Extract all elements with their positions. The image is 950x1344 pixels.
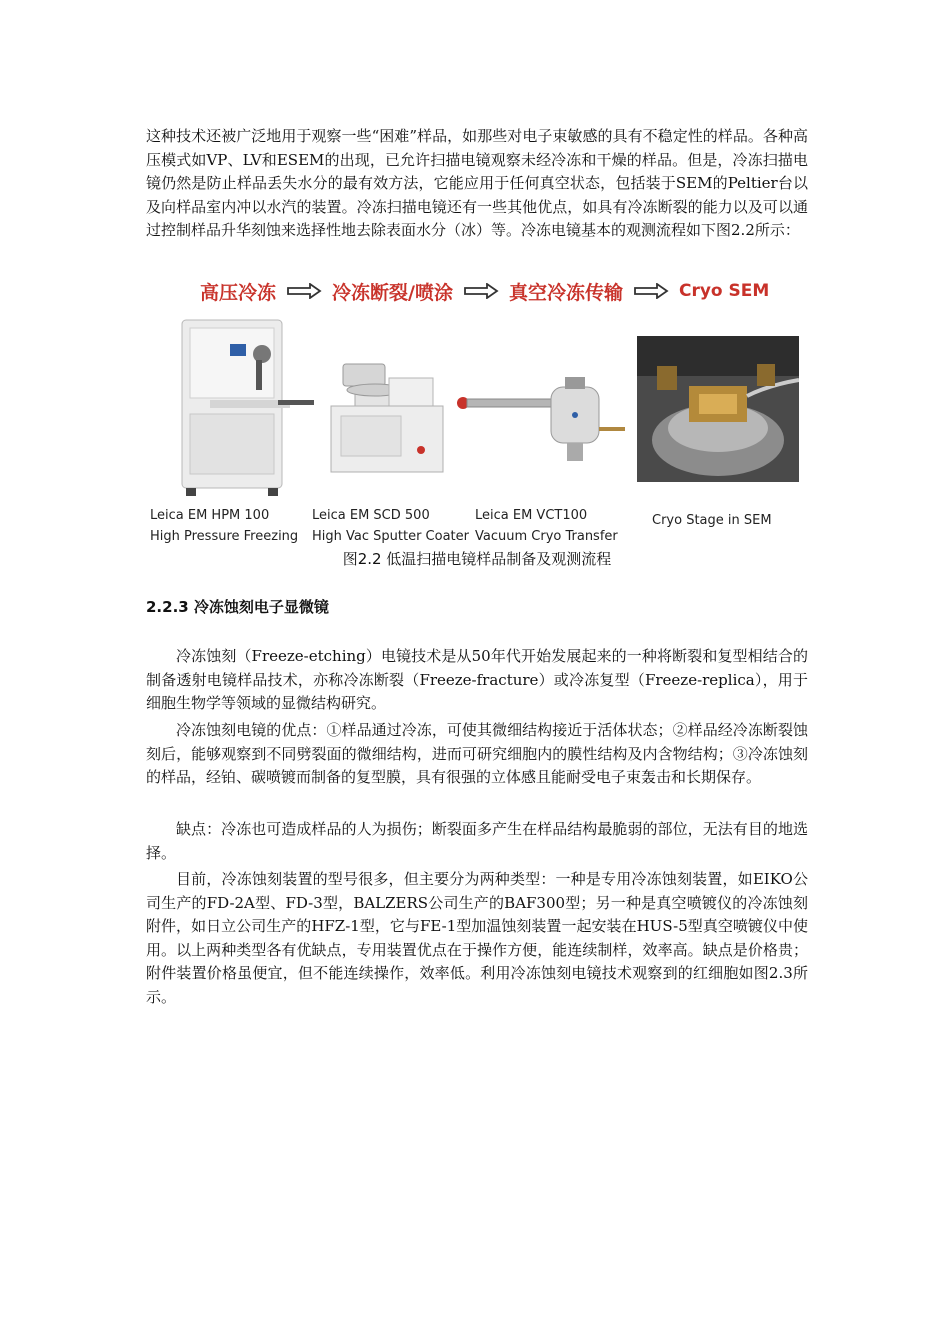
- arrow-right-icon: [286, 283, 322, 299]
- flow-step-3: 真空冷冻传输: [508, 281, 623, 304]
- instrument-model: Leica EM HPM 100: [150, 508, 270, 523]
- instrument-model: Leica EM VCT100: [475, 508, 588, 523]
- intro-paragraph: 这种技术还被广泛地用于观察一些“困难”样品，如那些对电子束敏感的具有不稳定性的样品。各种高压模式如VP、LV和ESEM的出现，已允许扫描电镜观察未经冷冻和干燥的样品。但是，冷冻扫描电镜仍然是防止样品丢失水分的最有效方法，它能应用于任何真空状态，包括装于SEM的Peltier台以及向样品室内冲以水汽的装置。冷冻扫描电镜还有一些其他优点，如具有冷冻断裂的能力以及可以通过控制样品升华刻蚀来选择性地去除表面水分（冰）等。冷冻电镜基本的观测流程如下图2.2所示：: [146, 127, 808, 240]
- figure-caption: 图2.2 低温扫描电镜样品制备及观测流程: [342, 550, 612, 568]
- instrument-function: High Pressure Freezing: [150, 529, 299, 544]
- instrument-model: Cryo Stage in SEM: [652, 513, 772, 528]
- cryo-transfer-image: [455, 375, 630, 470]
- body-paragraph-4: 目前，冷冻蚀刻装置的型号很多，但主要分为两种类型：一种是专用冷冻蚀刻装置，如EIKO公司生产的FD-2A型、FD-3型，BALZERS公司生产的BAF300型；另一种是真空喷镀仪的冷冻蚀刻附件，如日立公司生产的HFZ-1型，它与FE-1型加温蚀刻装置一起安装在HUS-5型真空喷镀仪中使用。以上两种类型各有优缺点，专用装置优点在于操作方便，能连续制样，效率高。缺点是价格贵；附件装置价格虽便宜，但不能连续操作，效率低。利用冷冻蚀刻电镜技术观察到的红细胞如图2.3所示。: [146, 870, 808, 1006]
- arrow-right-icon: [633, 283, 669, 299]
- sputter-coater-image: [325, 360, 450, 480]
- flow-step-1: 高压冷冻: [200, 281, 277, 304]
- body-paragraph-2: 冷冻蚀刻电镜的优点：①样品通过冷冻，可使其微细结构接近于活体状态；②样品经冷冻断裂蚀刻后，能够观察到不同劈裂面的微细结构，进而可研究细胞内的膜性结构及内含物结构；③冷冻蚀刻的样品，经铂、碳喷镀而制备的复型膜，具有很强的立体感且能耐受电子束轰击和长期保存。: [146, 721, 808, 787]
- instrument-caption-1: [150, 505, 298, 547]
- high-pressure-freezer-image: [170, 314, 320, 499]
- instrument-caption-2: [312, 505, 469, 547]
- instrument-function: High Vac Sputter Coater: [312, 529, 469, 544]
- flow-step-4: Cryo SEM: [678, 281, 770, 301]
- instrument-caption-4: [652, 510, 772, 531]
- instrument-function: Vacuum Cryo Transfer: [475, 529, 618, 544]
- instrument-caption-3: [475, 505, 618, 547]
- flow-step-2: 冷冻断裂/喷涂: [332, 281, 453, 304]
- arrow-right-icon: [463, 283, 499, 299]
- instrument-model: Leica EM SCD 500: [312, 508, 430, 523]
- body-paragraph-3: 缺点：冷冻也可造成样品的人为损伤；断裂面多产生在样品结构最脆弱的部位，无法有目的地选择。: [146, 820, 808, 862]
- body-paragraph-1: 冷冻蚀刻（Freeze-etching）电镜技术是从50年代开始发展起来的一种将断裂和复型相结合的制备透射电镜样品技术，亦称冷冻断裂（Freeze-fracture）或冷冻复型（Freeze-replica），用于细胞生物学等领域的显微结构研究。: [146, 647, 808, 713]
- process-flow: [200, 277, 780, 305]
- section-heading: 2.2.3 冷冻蚀刻电子显微镜: [146, 598, 329, 616]
- cryo-stage-photo: [637, 336, 799, 482]
